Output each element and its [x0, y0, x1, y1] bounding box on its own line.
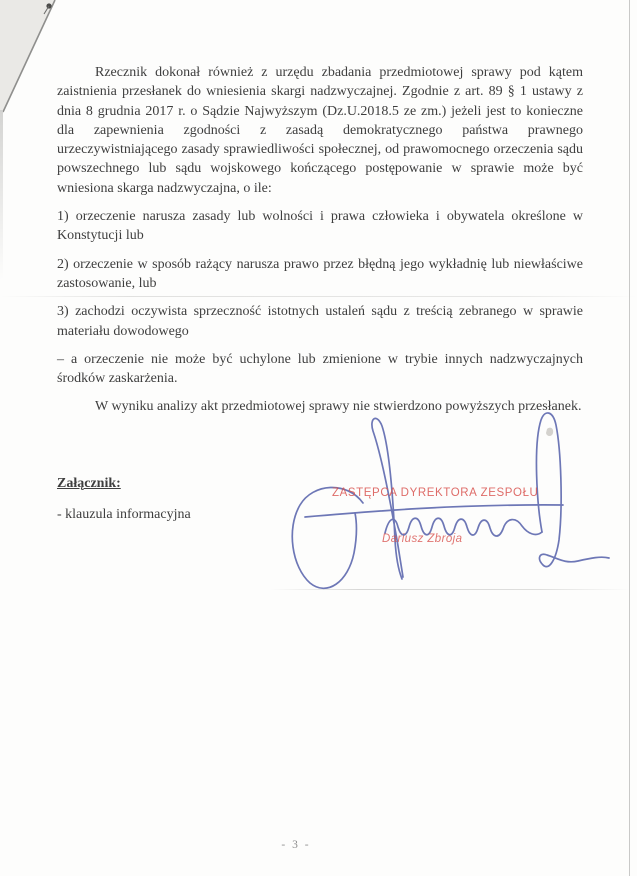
condition-item-1: 1) orzeczenie narusza zasady lub wolności i prawa człowieka i obywatela określone w Konstytucji lub [57, 209, 583, 244]
attachment-item: - klauzula informacyjna [57, 507, 191, 522]
signature-block [285, 405, 620, 600]
page-number: - 3 - [281, 839, 311, 851]
condition-item-2: 2) orzeczenie w sposób rażący narusza prawo przez błędną jego wykładnię lub niewłaściwe zastosowanie, lub [57, 256, 583, 291]
paragraph-conclusion: W wyniku analizy akt przedmiotowej sprawy nie stwierdzono powyższych przesłanek. [95, 399, 582, 415]
attachment-heading: Załącznik: [57, 476, 121, 491]
stamp-title: ZASTĘPCA DYREKTORA ZESPOŁU [332, 487, 539, 499]
ink-smudge [546, 428, 553, 436]
document-body [57, 63, 583, 426]
stamp-name: Dariusz Zbroja [382, 533, 463, 545]
paragraph-intro: Rzecznik dokonał również z urzędu zbadania przedmiotowej sprawy pod kątem zaistnienia przesłanek do wniesienia skargi nadzwyczajnej. Zgodnie z art. 89 § 1 ustawy z dnia 8 grudnia 2017 r. o Sądzie Najwyższym (Dz.U.2018.5 ze zm.) jeżeli jest to konieczne dla zapewnienia zgodności z zasadą demokratycznego państwa prawnego urzeczywistniającego zasady sprawiedliwości społecznej, od prawomocnego orzeczenia sądu powszechnego lub sądu wojskowego kończącego postępowanie w sprawie może być wniesiona skarga nadzwyczajna, o ile: [57, 65, 583, 196]
condition-item-dash: – a orzeczenie nie może być uchylone lub zmienione w trybie innych nadzwyczajnych środków zaskarżenia. [57, 351, 583, 387]
condition-item-3: 3) zachodzi oczywista sprzeczność istotnych ustaleń sądu z treścią zebranego w sprawie materiału dowodowego [57, 304, 583, 339]
scan-edge-line [629, 0, 630, 876]
attachment-section [57, 474, 191, 524]
signature-ink [285, 405, 620, 600]
